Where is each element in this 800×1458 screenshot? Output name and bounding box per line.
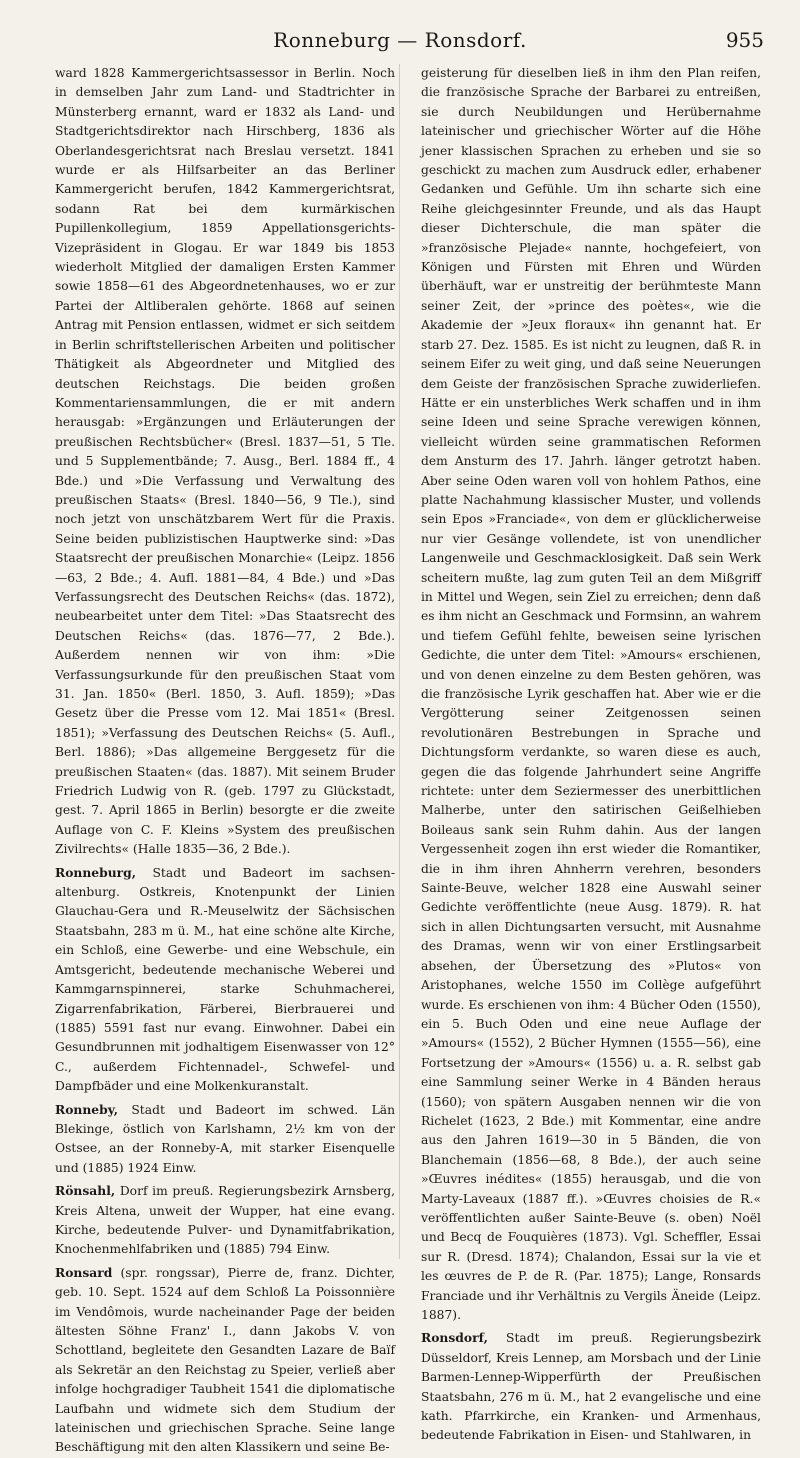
text-columns xyxy=(55,64,761,1455)
entry-roensahl xyxy=(55,1181,395,1260)
page-header xyxy=(36,28,764,62)
entry-text: Dorf im preuß. Regierungsbezirk Arnsberg, Kreis Altena, unweit der Wupper, hat eine evang. Kirche, bedeutende Pulver- und Dynamitfabrikation, Knochenmehlfabriken und (1885) 794 Einw. xyxy=(55,1184,395,1257)
entry-text: Stadt und Badeort im sachsen-altenburg. Ostkreis, Knotenpunkt der Linien Glauchau-Gera und R.-Meuselwitz der Sächsischen Staatsbahn, 283 m ü. M., hat eine schöne alte Kirche, ein Schloß, eine Gewerbe- und eine Webschule, ein Amtsgericht, bedeutende mechanische Weberei und Kammgarnspinnerei, starke Schuhmacherei, Zigarrenfabrikation, Färberei, Bierbrauerei und (1885) 5591 fast nur evang. Einwohner. Dabei ein Gesundbrunnen mit jodhaltigem Eisenwasser von 12° C., außerdem Fichtennadel-, Schwefel- und Dampfbäder und eine Molkenkuranstalt. xyxy=(55,865,395,1094)
lemma-ronneburg: Ronneburg, xyxy=(55,864,137,880)
entry-ronneby xyxy=(55,1100,395,1179)
lemma-ronneby: Ronneby, xyxy=(55,1101,118,1117)
entry-ronsard xyxy=(55,1263,395,1458)
entry-text: Stadt und Badeort im schwed. Län Blekinge, östlich von Karlshamn, 2½ km von der Ostsee, an der Ronneby-A, mit starker Eisenquelle und (1885) 1924 Einw. xyxy=(55,1102,395,1175)
entry-text: (spr. rongssar), Pierre de, franz. Dichter, geb. 10. Sept. 1524 auf dem Schloß La Poissonnière im Vendômois, wurde nacheinander Page der beiden ältesten Söhne Franz' I., dann Jakobs V. von Schottland, begleitete den Gesandten Lazare de Baïf als Sekretär an den Reichstag zu Speier, verließ aber infolge hochgradiger Taubheit 1541 die diplomatische Laufbahn und widmete sich dem Studium der lateinischen und griechischen Sprache. Seine lange Beschäftigung mit den alten Klassikern und seine Be- xyxy=(55,1265,395,1455)
continued-entry-text: ward 1828 Kammergerichtsassessor in Berlin. Noch in demselben Jahr zum Land- und Stadtrichter in Münsterberg ernannt, ward er 1832 als Land- und Stadtgerichtsdirektor nach Hirschberg, 1836 als Oberlandesgerichtsrat nach Breslau versetzt. 1841 wurde er als Hilfsarbeiter an das Berliner Kammergericht berufen, 1842 Kammergerichtsrat, sodann Rat bei dem kurmärkischen Pupillenkollegium, 1859 Appellationsgerichts-Vizepräsident in Glogau. Er war 1849 bis 1853 wiederholt Mitglied der damaligen Ersten Kammer sowie 1858—61 des Abgeordnetenhauses, wo er zur Partei der Altliberalen gehörte. 1868 auf seinen Antrag mit Pension entlassen, widmet er sich seitdem in Berlin schriftstellerischen Arbeiten und politischer Thätigkeit als Abgeordneter und Mitglied des deutschen Reichstags. Die beiden großen Kommentariensammlungen, die er mit andern herausgab: »Ergänzungen und Erläuterungen der preußischen Rechtsbücher« (Bresl. 1837—51, 5 Tle. und 5 Supplementbände; 7. Ausg., Berl. 1884 ff., 4 Bde.) und »Die Verfassung und Verwaltung des preußischen Staats« (Bresl. 1840—56, 9 Tle.), sind noch jetzt von unschätzbarem Wert für die Praxis. Seine beiden publizistischen Hauptwerke sind: »Das Staatsrecht der preußischen Monarchie« (Leipz. 1856—63, 2 Bde.; 4. Aufl. 1881—84, 4 Bde.) und »Das Verfassungsrecht des Deutschen Reichs« (das. 1872), neubearbeitet unter dem Titel: »Das Staatsrecht des Deutschen Reichs« (das. 1876—77, 2 Bde.). Außerdem nennen wir von ihm: »Die Verfassungsurkunde für den preußischen Staat vom 31. Jan. 1850« (Berl. 1850, 3. Aufl. 1859); »Das Gesetz über die Presse vom 12. Mai 1851« (Bresl. 1851); »Verfassung des Deutschen Reichs« (5. Aufl., Berl. 1886); »Das allgemeine Berggesetz für die preußischen Staaten« (das. 1887). Mit seinem Bruder Friedrich Ludwig von R. (geb. 1797 zu Glückstadt, gest. 7. April 1865 in Berlin) besorgte er die zweite Auflage von C. F. Kleins »System des preußischen Zivilrechts« (Halle 1835—36, 2 Bde.). xyxy=(55,66,395,857)
lemma-roensahl: Rönsahl, xyxy=(55,1183,116,1199)
continued-entry-text: geisterung für dieselben ließ in ihm den Plan reifen, die französische Sprache der Barbarei zu entreißen, sie durch Neubildungen und Herübernahme lateinischer und griechischer Wörter auf die Höhe jener klassischen Sprachen zu erheben und sie so geschickt zu machen zum Ausdruck edler, erhabener Gedanken und Gefühle. Um ihn scharte sich eine Reihe gleichgesinnter Freunde, und als das Haupt dieser Dichterschule, die man später die »französische Plejade« nannte, hochgefeiert, von Königen und Fürsten mit Ehren und Würden überhäuft, war er unstreitig der berühmteste Mann seiner Zeit, der »prince des poètes«, wie die Akademie der »Jeux floraux« ihn genannt hat. Er starb 27. Dez. 1585. Es ist nicht zu leugnen, daß R. in seinem Eifer zu weit ging, und daß seine Neuerungen dem Geiste der französischen Sprache zuwiderliefen. Hätte er ein unsterbliches Werk schaffen und in ihm seine Ideen und seine Sprache verewigen können, vielleicht würden seine grammatischen Reformen dem Ansturm des 17. Jahrh. länger getrotzt haben. Aber seine Oden waren voll von hohlem Pathos, eine platte Nachahmung klassischer Muster, und vollends sein Epos »Franciade«, von dem er glücklicherweise nur vier Gesänge vollendete, ist von unendlicher Langenweile und Geschmacklosigkeit. Daß sein Werk scheitern mußte, lag zum guten Teil an dem Mißgriff in Mittel und Wegen, sein Ziel zu erreichen; denn daß es ihm nicht an Geschmack und Formsinn, an wahrem und tiefem Gefühl fehlte, beweisen seine lyrischen Gedichte, die unter dem Titel: »Amours« erschienen, und von denen einzelne zu dem Besten gehören, was die französische Lyrik geschaffen hat. Aber wie er die Vergötterung seiner Zeitgenossen seinen revolutionären Bestrebungen in Sprache und Dichtungsform verdankte, so waren diese es auch, gegen die das folgende Jahrhundert seine Angriffe richtete: unter dem Seziermesser des unerbittlichen Malherbe, unter den satirischen Geißelhieben Boileaus sank sein Ruhm dahin. Aus der langen Vergessenheit zogen ihn erst wieder die Romantiker, die in ihm ihren Ahnherrn verehren, besonders Sainte-Beuve, welcher 1828 eine Auswahl seiner Gedichte veröffentlichte (neue Ausg. 1879). R. hat sich in allen Dichtungsarten versucht, mit Ausnahme des Dramas, wenn wir von einer Erstlingsarbeit absehen, der Übersetzung des »Plutos« von Aristophanes, welche 1550 im Collège aufgeführt wurde. Es erschienen von ihm: 4 Bücher Oden (1550), ein 5. Buch Oden und eine neue Auflage der »Amours« (1552), 2 Bücher Hymnen (1555—56), eine Fortsetzung der »Amours« (1556) u. a. R. selbst gab eine Sammlung seiner Werke in 4 Bänden heraus (1560); von spätern Ausgaben nennen wir die von Richelet (1623, 2 Bde.) mit Kommentar, eine andre aus den Jahren 1619—30 in 5 Bänden, die von Blanchemain (1856—68, 8 Bde.), der auch seine »Œuvres inédites« (1855) herausgab, und die von Marty-Laveaux (1887 ff.). »Œuvres choisies de R.« veröffentlichten außer Sainte-Beuve (s. oben) Noël und Becq de Fouquières (1873). Vgl. Scheffler, Essai sur R. (Dresd. 1874); Chalandon, Essai sur la vie et les œuvres de P. de R. (Par. 1875); Lange, Ronsards Franciade und ihr Verhältnis zu Vergils Äneide (Leipz. 1887). xyxy=(421,66,761,1322)
entry-ronneburg xyxy=(55,863,395,1097)
page-number: 955 xyxy=(725,28,764,52)
entry-text: Stadt im preuß. Regierungsbezirk Düsseldorf, Kreis Lennep, am Morsbach und der Linie Barmen-Lennep-Wipperfürth der Preußischen Staatsbahn, 276 m ü. M., hat 2 evangelische und eine kath. Pfarrkirche, ein Kranken- und Armenhaus, bedeutende Fabrikation in Eisen- und Stahlwaren, in xyxy=(421,1331,761,1443)
lemma-ronsdorf: Ronsdorf, xyxy=(421,1330,488,1346)
lemma-ronsard: Ronsard xyxy=(55,1264,113,1280)
right-column xyxy=(421,64,761,1443)
running-title: Ronneburg — Ronsdorf. xyxy=(273,28,527,52)
left-column xyxy=(55,64,395,1455)
entry-ronsdorf xyxy=(421,1328,761,1445)
